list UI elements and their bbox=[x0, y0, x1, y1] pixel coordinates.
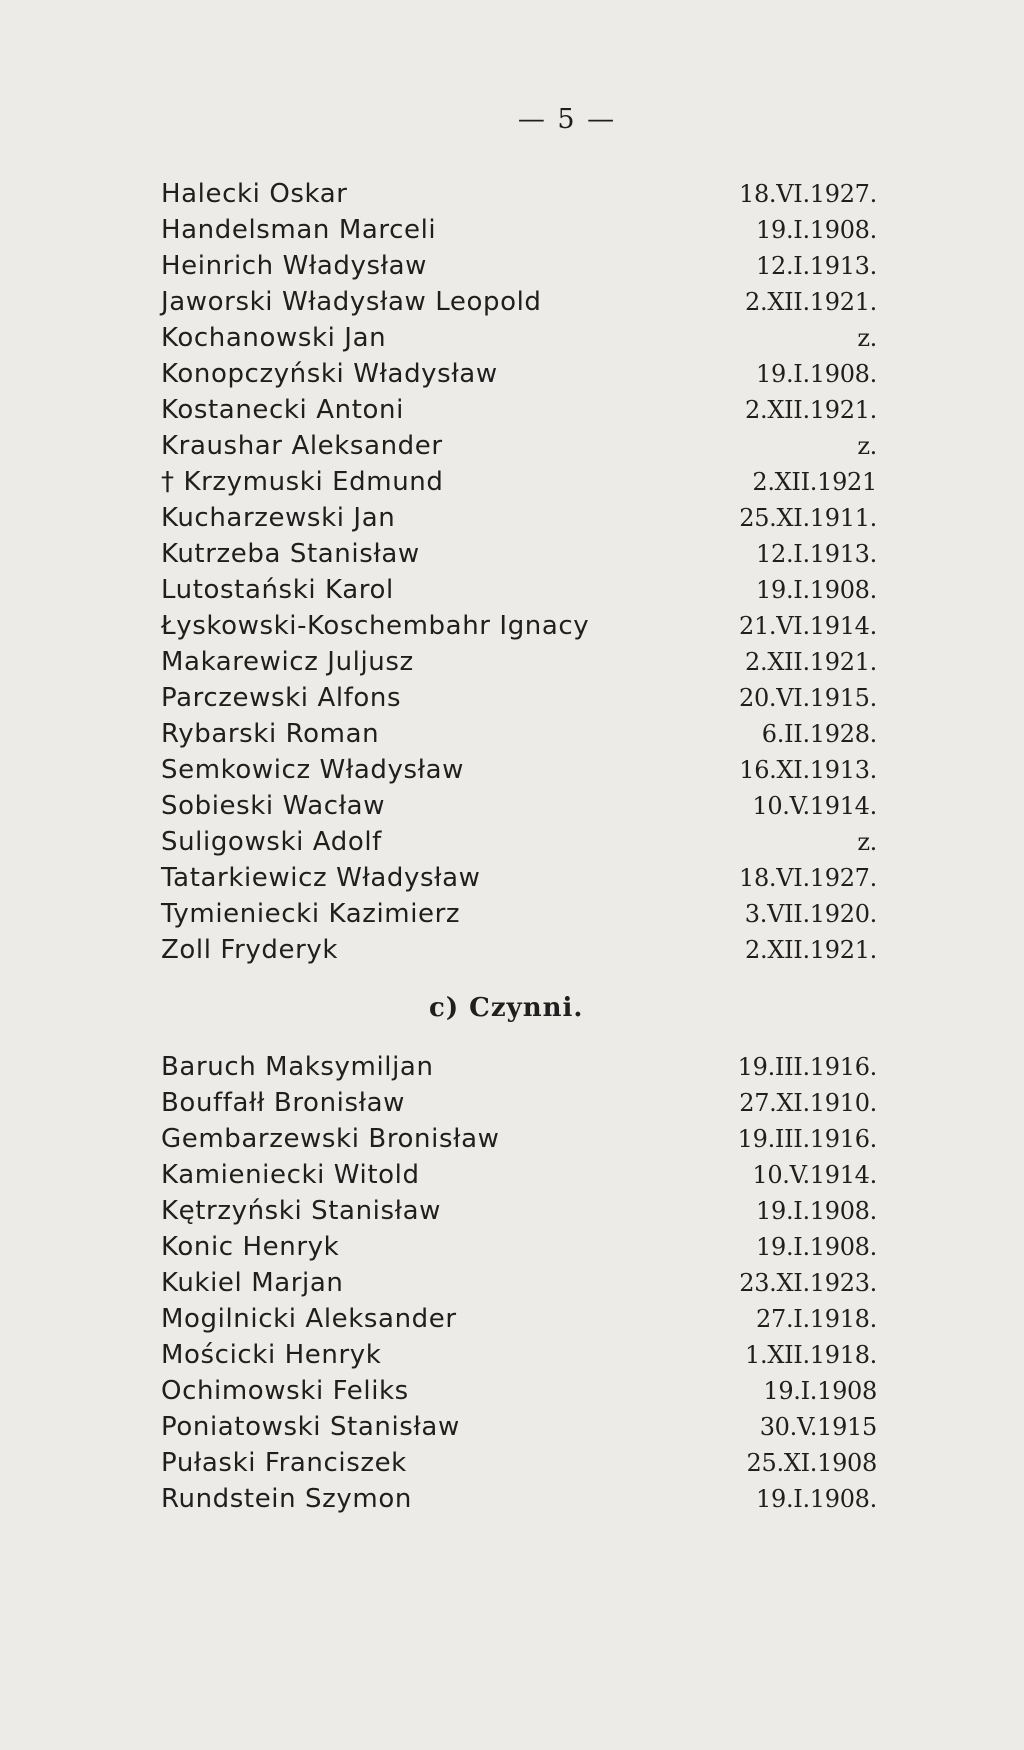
member-date: 18.VI.1927. bbox=[738, 180, 877, 208]
member-name: Parczewski Alfons bbox=[161, 683, 402, 713]
member-row bbox=[161, 1409, 877, 1445]
member-date: 25.XI.1911. bbox=[739, 504, 877, 532]
member-date: 2.XII.1921. bbox=[745, 648, 877, 676]
member-date: 19.I.1908. bbox=[756, 1197, 877, 1225]
member-name: Gembarzewski Bronisław bbox=[161, 1124, 500, 1154]
member-row bbox=[161, 1157, 877, 1193]
member-name: Pułaski Franciszek bbox=[161, 1448, 407, 1478]
member-row bbox=[161, 932, 877, 968]
member-row bbox=[161, 392, 877, 428]
member-row bbox=[161, 1481, 877, 1517]
member-row bbox=[161, 896, 877, 932]
member-row bbox=[161, 572, 877, 608]
member-row bbox=[161, 500, 877, 536]
member-date: 19.III.1916. bbox=[737, 1125, 877, 1153]
member-name: Semkowicz Władysław bbox=[161, 755, 465, 785]
member-list-a bbox=[161, 176, 877, 968]
member-row bbox=[161, 608, 877, 644]
member-name: Lutostański Karol bbox=[161, 575, 394, 605]
member-date: 2.XII.1921. bbox=[745, 288, 877, 316]
member-date: 19.I.1908. bbox=[756, 1485, 877, 1513]
member-date: 12.I.1913. bbox=[756, 540, 877, 568]
member-date: 30.V.1915 bbox=[759, 1413, 877, 1441]
member-date: z. bbox=[857, 828, 877, 856]
member-row bbox=[161, 1229, 877, 1265]
section-heading: c) Czynni. bbox=[429, 993, 584, 1023]
member-name: Mogilnicki Aleksander bbox=[161, 1304, 457, 1334]
member-row bbox=[161, 1193, 877, 1229]
member-date: 20.VI.1915. bbox=[738, 684, 877, 712]
member-row bbox=[161, 788, 877, 824]
member-row bbox=[161, 1121, 877, 1157]
member-date: 2.XII.1921. bbox=[745, 396, 877, 424]
member-date: 25.XI.1908 bbox=[746, 1449, 877, 1477]
page-number: — 5 — bbox=[517, 104, 617, 135]
member-name: Kętrzyński Stanisław bbox=[161, 1196, 441, 1226]
member-date: 1.XII.1918. bbox=[745, 1341, 877, 1369]
member-name: Suligowski Adolf bbox=[161, 827, 382, 857]
member-name: Rybarski Roman bbox=[161, 719, 380, 749]
member-name: Kochanowski Jan bbox=[161, 323, 387, 353]
member-row bbox=[161, 644, 877, 680]
member-date: 19.I.1908. bbox=[756, 216, 877, 244]
member-date: 10.V.1914. bbox=[752, 792, 877, 820]
member-date: 10.V.1914. bbox=[752, 1161, 877, 1189]
member-row bbox=[161, 1337, 877, 1373]
member-row bbox=[161, 248, 877, 284]
member-row bbox=[161, 860, 877, 896]
member-date: z. bbox=[857, 432, 877, 460]
member-date: 27.I.1918. bbox=[756, 1305, 877, 1333]
member-name: Kutrzeba Stanisław bbox=[161, 539, 420, 569]
member-date: 19.I.1908. bbox=[756, 360, 877, 388]
member-date: 12.I.1913. bbox=[756, 252, 877, 280]
member-row bbox=[161, 464, 877, 500]
member-date: 19.I.1908. bbox=[756, 576, 877, 604]
member-row bbox=[161, 320, 877, 356]
member-date: 3.VII.1920. bbox=[744, 900, 877, 928]
member-date: 2.XII.1921 bbox=[752, 468, 877, 496]
member-name: Jaworski Władysław Leopold bbox=[161, 287, 542, 317]
member-date: 23.XI.1923. bbox=[739, 1269, 877, 1297]
member-row bbox=[161, 1085, 877, 1121]
member-list-c bbox=[161, 1049, 877, 1517]
member-name: Halecki Oskar bbox=[161, 179, 348, 209]
member-name: Tymieniecki Kazimierz bbox=[161, 899, 461, 929]
member-row bbox=[161, 1265, 877, 1301]
member-date: 18.VI.1927. bbox=[738, 864, 877, 892]
member-name: Handelsman Marceli bbox=[161, 215, 437, 245]
member-name: Makarewicz Juljusz bbox=[161, 647, 414, 677]
member-name: Kukiel Marjan bbox=[161, 1268, 344, 1298]
member-name: Tatarkiewicz Władysław bbox=[161, 863, 481, 893]
member-date: 21.VI.1914. bbox=[738, 612, 877, 640]
member-row bbox=[161, 428, 877, 464]
member-date: 16.XI.1913. bbox=[739, 756, 877, 784]
member-name: Mościcki Henryk bbox=[161, 1340, 382, 1370]
member-row bbox=[161, 356, 877, 392]
member-name: Łyskowski-Koschembahr Ignacy bbox=[161, 611, 590, 641]
member-name: Kraushar Aleksander bbox=[161, 431, 443, 461]
member-row bbox=[161, 680, 877, 716]
member-row bbox=[161, 536, 877, 572]
member-date: 6.II.1928. bbox=[761, 720, 877, 748]
member-name: Kucharzewski Jan bbox=[161, 503, 396, 533]
member-date: 19.I.1908. bbox=[756, 1233, 877, 1261]
member-name: Heinrich Władysław bbox=[161, 251, 428, 281]
member-row bbox=[161, 1049, 877, 1085]
member-name: Poniatowski Stanisław bbox=[161, 1412, 460, 1442]
member-row bbox=[161, 212, 877, 248]
member-row bbox=[161, 1445, 877, 1481]
member-row bbox=[161, 176, 877, 212]
member-name: Kostanecki Antoni bbox=[161, 395, 404, 425]
member-date: 19.III.1916. bbox=[737, 1053, 877, 1081]
member-date: z. bbox=[857, 324, 877, 352]
member-name: Baruch Maksymiljan bbox=[161, 1052, 434, 1082]
member-date: 27.XI.1910. bbox=[739, 1089, 877, 1117]
member-name: Zoll Fryderyk bbox=[161, 935, 339, 965]
member-name: Ochimowski Feliks bbox=[161, 1376, 409, 1406]
member-name: Kamieniecki Witold bbox=[161, 1160, 420, 1190]
member-row bbox=[161, 752, 877, 788]
member-row bbox=[161, 1301, 877, 1337]
member-name: † Krzymuski Edmund bbox=[161, 467, 444, 497]
member-date: 19.I.1908 bbox=[763, 1377, 877, 1405]
member-row bbox=[161, 284, 877, 320]
member-row bbox=[161, 716, 877, 752]
member-name: Konopczyński Władysław bbox=[161, 359, 498, 389]
member-date: 2.XII.1921. bbox=[745, 936, 877, 964]
member-name: Sobieski Wacław bbox=[161, 791, 386, 821]
member-row bbox=[161, 1373, 877, 1409]
member-name: Bouffałł Bronisław bbox=[161, 1088, 406, 1118]
member-row bbox=[161, 824, 877, 860]
member-name: Konic Henryk bbox=[161, 1232, 340, 1262]
member-name: Rundstein Szymon bbox=[161, 1484, 412, 1514]
